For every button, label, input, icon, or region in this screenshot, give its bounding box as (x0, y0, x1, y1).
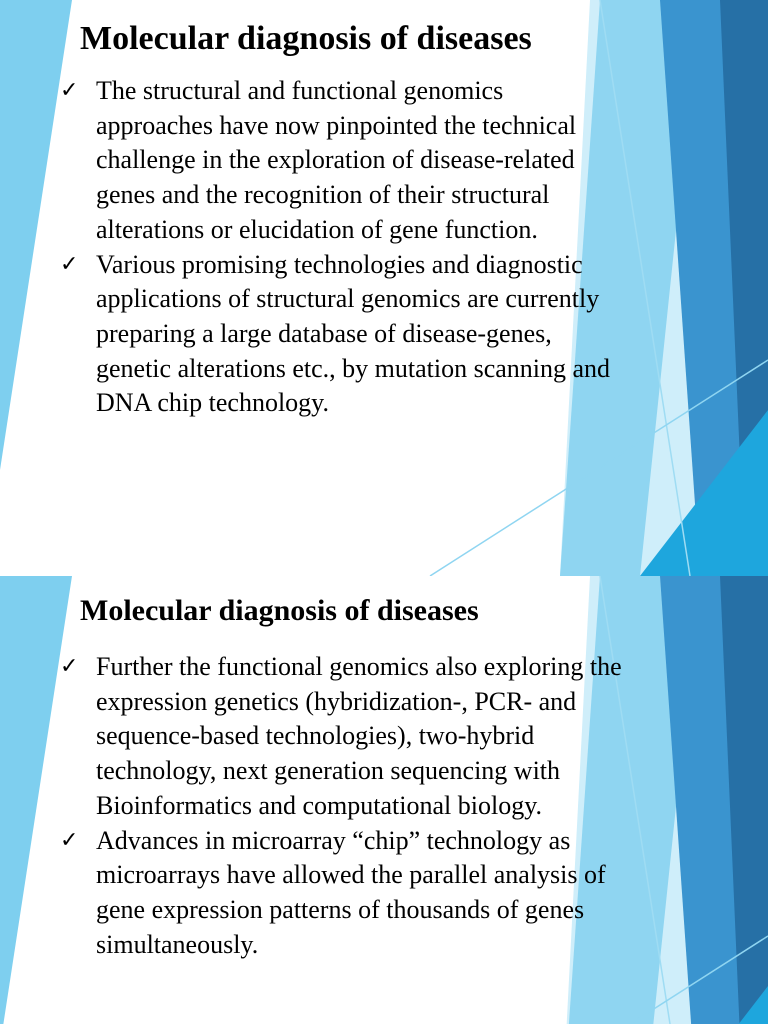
bullet-text: Various promising technologies and diagnostic applications of structural genomics are currently preparing a large database of disease-genes, genetic alterations etc., by mutation scanning and DNA chip technology. (96, 249, 611, 418)
checkmark-icon: ✓ (60, 827, 79, 853)
bullet-item (60, 74, 625, 248)
bullet-text: Advances in microarray “chip” technology as microarrays have allowed the parallel analysis of gene expression patterns of thousands of genes simultaneously. (96, 825, 606, 959)
checkmark-icon: ✓ (60, 78, 79, 103)
bullet-item (60, 650, 625, 824)
slide-2 (0, 576, 768, 1024)
slide-1-title: Molecular diagnosis of diseases (80, 20, 532, 57)
checkmark-icon: ✓ (60, 654, 79, 679)
bullet-text: Further the functional genomics also exploring the expression genetics (hybridization-, PCR- and sequence-based technologies), two-hybrid technology, next generation sequencing with Bioinformatics and computational biology. (96, 652, 622, 820)
slide-2-title: Molecular diagnosis of diseases (80, 594, 479, 627)
bullet-item (60, 824, 625, 963)
bullet-item (60, 248, 625, 422)
checkmark-icon: ✓ (60, 251, 79, 277)
slide-2-bullet-list (60, 650, 625, 962)
slide-1-bullet-list (60, 74, 625, 421)
bullet-text: The structural and functional genomics approaches have now pinpointed the technical challenge in the exploration of disease-related genes and the recognition of their structural alterations or elucidation of gene function. (96, 76, 577, 244)
